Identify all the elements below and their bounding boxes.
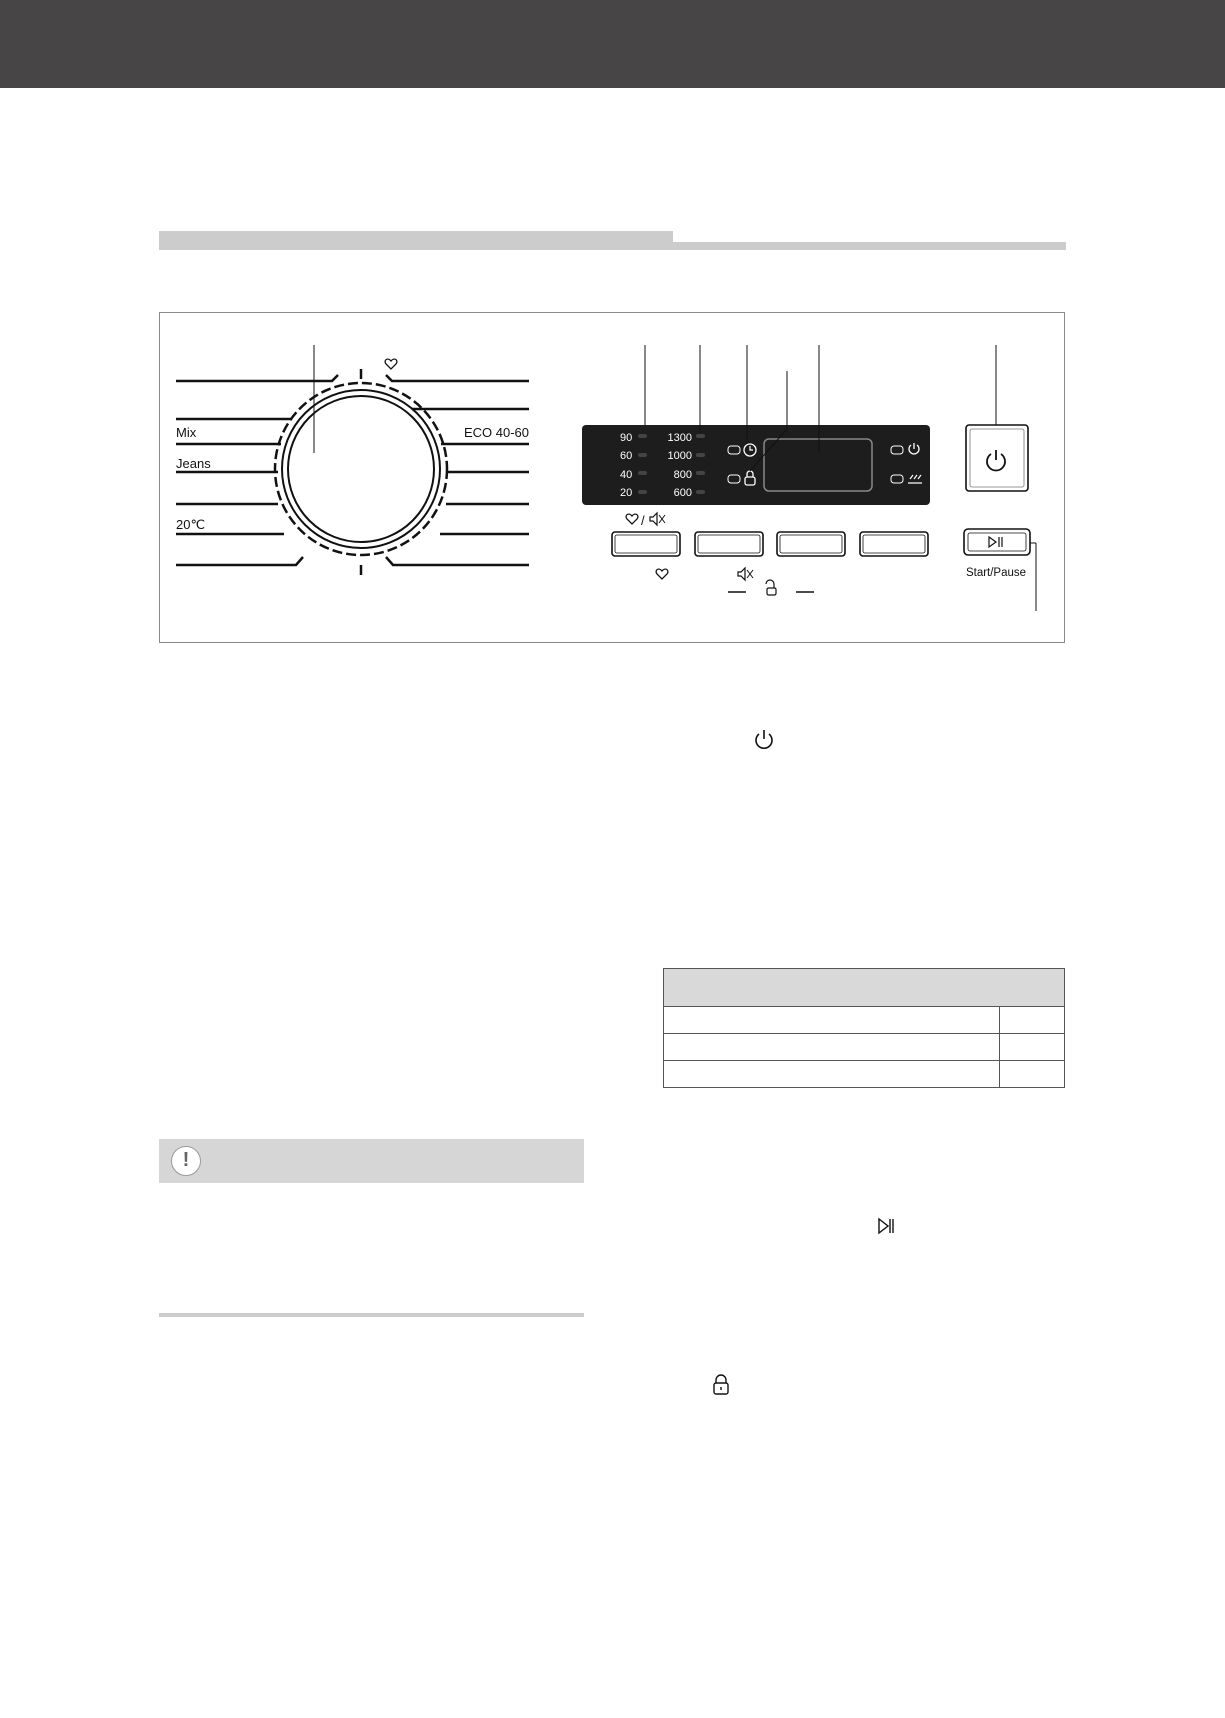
option-button-1[interactable] xyxy=(612,532,680,556)
temperature-option-20: 20 xyxy=(620,487,633,499)
dial-label-eco: ECO 40-60 xyxy=(463,425,529,440)
option-button-3[interactable] xyxy=(777,532,845,556)
section-heading-rule xyxy=(673,242,1066,250)
dial-label-jeans: Jeans xyxy=(176,456,211,471)
heart-icon xyxy=(626,514,638,524)
slash-label: / xyxy=(641,513,645,528)
table-row xyxy=(664,1034,1065,1061)
heart-icon xyxy=(385,359,397,369)
table-header-row xyxy=(664,969,1065,1007)
temperature-option-60: 60 xyxy=(620,450,633,462)
control-panel-illustration xyxy=(159,312,1065,643)
start-pause-button[interactable] xyxy=(964,529,1030,555)
temperature-option-90: 90 xyxy=(620,432,633,444)
section-heading-bar xyxy=(159,231,673,250)
note-heading-bar xyxy=(159,1139,584,1183)
dial-label-mix: Mix xyxy=(176,425,197,440)
spin-option-800: 800 xyxy=(673,469,692,481)
option-button-4[interactable] xyxy=(860,532,928,556)
spin-option-600: 600 xyxy=(673,487,692,499)
play-pause-icon xyxy=(876,1216,896,1236)
exclamation-icon: ! xyxy=(171,1146,201,1176)
start-pause-label: Start/Pause xyxy=(965,567,1027,579)
power-button[interactable] xyxy=(966,425,1028,491)
spin-option-1300: 1300 xyxy=(667,432,692,444)
speaker-mute-icon xyxy=(650,513,665,525)
temperature-option-40: 40 xyxy=(620,469,633,481)
display-panel xyxy=(582,425,930,505)
lock-icon xyxy=(710,1374,732,1396)
child-lock-icon xyxy=(766,580,776,595)
option-button-2[interactable] xyxy=(695,532,763,556)
spin-option-1000: 1000 xyxy=(667,450,692,462)
heart-icon xyxy=(656,569,668,579)
info-table xyxy=(663,968,1065,1088)
table-row xyxy=(664,1007,1065,1034)
speaker-mute-icon xyxy=(738,568,753,580)
dial-label-20c: 20℃ xyxy=(176,517,206,532)
header-band xyxy=(0,0,1225,88)
control-panel-drawing xyxy=(160,313,1066,644)
note-end-rule xyxy=(159,1313,584,1317)
table-row xyxy=(664,1061,1065,1088)
power-icon xyxy=(752,728,776,752)
